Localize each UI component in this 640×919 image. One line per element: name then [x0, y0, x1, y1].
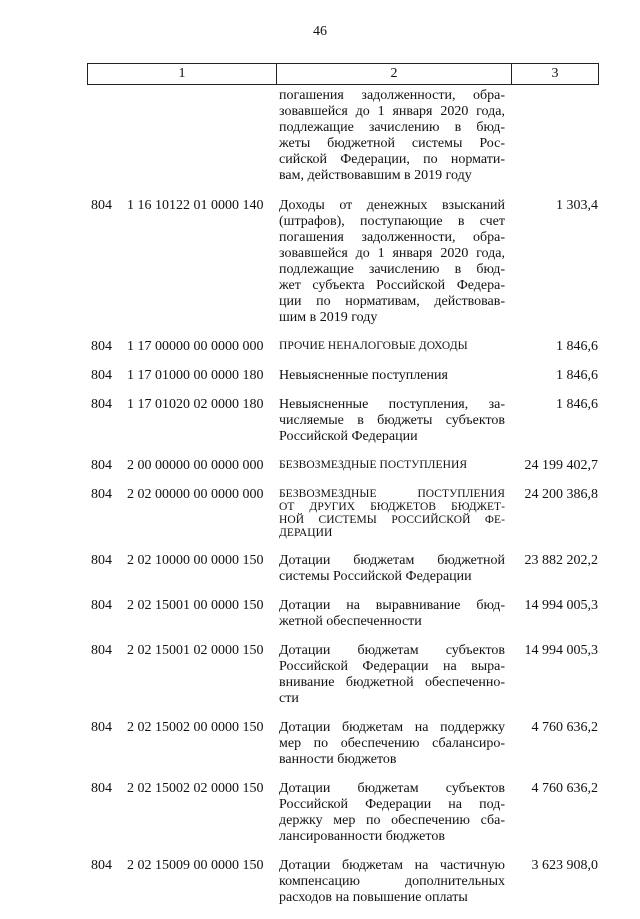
- budget-classification-code: 2 02 15002 00 0000 150: [127, 720, 264, 735]
- table-row: [87, 487, 599, 540]
- description-line: Дотации бюджетам субъектов: [279, 643, 505, 658]
- description-line: шим в 2019 году: [279, 310, 378, 325]
- amount-value: 23 882 202,2: [524, 553, 598, 568]
- table-row: [87, 198, 599, 326]
- admin-code: 804: [91, 598, 112, 613]
- description-line: БЕЗВОЗМЕЗДНЫЕ ПОСТУПЛЕНИЯ: [279, 459, 468, 471]
- description-line: Дотации бюджетам на частичную: [279, 858, 505, 873]
- admin-code: 804: [91, 487, 112, 502]
- admin-code: 804: [91, 339, 112, 354]
- description-line: подлежащие зачислению в бюд-: [279, 120, 505, 135]
- description-line: жетной обеспеченности: [279, 614, 422, 629]
- amount-value: 24 199 402,7: [524, 458, 598, 473]
- description-line: вам, действовавшим в 2019 году: [279, 168, 472, 183]
- description-line: Российской Федерации: [279, 429, 418, 444]
- amount-value: 24 200 386,8: [524, 487, 598, 502]
- description-line: держку мер по обеспечению сба-: [279, 813, 505, 828]
- description-line: жет субъекта Российской Федера-: [279, 278, 505, 293]
- admin-code: 804: [91, 368, 112, 383]
- description-line: ДЕРАЦИИ: [279, 527, 333, 539]
- admin-code: 804: [91, 553, 112, 568]
- description-line: ПРОЧИЕ НЕНАЛОГОВЫЕ ДОХОДЫ: [279, 340, 468, 352]
- description-line: Доходы от денежных взысканий: [279, 198, 505, 213]
- description-line: (штрафов), поступающие в счет: [279, 214, 505, 229]
- table-row: [87, 397, 599, 445]
- income-description: [279, 458, 505, 472]
- budget-classification-code: 1 17 00000 00 0000 000: [127, 339, 264, 354]
- table-row: [87, 858, 599, 906]
- description-line: Дотации бюджетам на поддержку: [279, 720, 505, 735]
- description-line: подлежащие зачислению в бюд-: [279, 262, 505, 277]
- description-line: сийской Федерации, по нормати-: [279, 152, 505, 167]
- income-description: [279, 553, 505, 585]
- description-line: Невыясненные поступления: [279, 368, 448, 383]
- income-description: [279, 397, 505, 445]
- description-line: Дотации на выравнивание бюд-: [279, 598, 505, 613]
- amount-value: 3 623 908,0: [531, 858, 598, 873]
- description-line: Российской Федерации на под-: [279, 797, 505, 812]
- budget-classification-code: 2 02 15001 00 0000 150: [127, 598, 264, 613]
- table-row: [87, 598, 599, 630]
- income-description: [279, 339, 505, 353]
- income-description: [279, 781, 505, 845]
- table-row: [87, 720, 599, 768]
- admin-code: 804: [91, 643, 112, 658]
- income-description: [279, 858, 505, 906]
- amount-value: 1 846,6: [556, 397, 598, 412]
- description-line: мер по обеспечению сбалансиро-: [279, 736, 505, 751]
- admin-code: 804: [91, 781, 112, 796]
- description-line: погашения задолженности, обра-: [279, 88, 505, 103]
- header-col-1: 1: [88, 64, 277, 84]
- amount-value: 14 994 005,3: [524, 598, 598, 613]
- amount-value: 4 760 636,2: [531, 781, 598, 796]
- budget-classification-code: 2 02 15002 02 0000 150: [127, 781, 264, 796]
- description-line: НОЙ СИСТЕМЫ РОССИЙСКОЙ ФЕ-: [279, 514, 505, 526]
- budget-classification-code: 2 02 15001 02 0000 150: [127, 643, 264, 658]
- table-row: [87, 339, 599, 355]
- description-line: компенсацию дополнительных: [279, 874, 505, 889]
- amount-value: 1 846,6: [556, 339, 598, 354]
- description-line: Дотации бюджетам бюджетной: [279, 553, 505, 568]
- budget-classification-code: 1 16 10122 01 0000 140: [127, 198, 264, 213]
- description-line: Невыясненные поступления, за-: [279, 397, 505, 412]
- admin-code: 804: [91, 858, 112, 873]
- budget-classification-code: 1 17 01000 00 0000 180: [127, 368, 264, 383]
- amount-value: 1 846,6: [556, 368, 598, 383]
- table-header: [87, 63, 599, 85]
- table-row: [87, 458, 599, 474]
- table-row: [87, 643, 599, 707]
- header-col-3: 3: [551, 66, 559, 81]
- header-col-2: 2: [277, 64, 512, 84]
- admin-code: 804: [91, 198, 112, 213]
- table-row: [87, 553, 599, 585]
- description-line: ванности бюджетов: [279, 752, 397, 767]
- income-description: [279, 368, 505, 384]
- description-line: погашения задолженности, обра-: [279, 230, 505, 245]
- description-line: расходов на повышение оплаты: [279, 890, 468, 905]
- admin-code: 804: [91, 720, 112, 735]
- table-body: [87, 88, 599, 919]
- budget-classification-code: 2 02 00000 00 0000 000: [127, 487, 264, 502]
- amount-value: 1 303,4: [556, 198, 598, 213]
- description-line: системы Российской Федерации: [279, 569, 472, 584]
- amount-value: 14 994 005,3: [524, 643, 598, 658]
- budget-classification-code: 2 02 10000 00 0000 150: [127, 553, 264, 568]
- admin-code: 804: [91, 397, 112, 412]
- page-number: 46: [313, 24, 327, 39]
- amount-value: 4 760 636,2: [531, 720, 598, 735]
- description-line: Российской Федерации на выра-: [279, 659, 505, 674]
- budget-classification-code: 2 02 15009 00 0000 150: [127, 858, 264, 873]
- income-description: [279, 720, 505, 768]
- description-line: зовавшейся до 1 января 2020 года,: [279, 104, 505, 119]
- description-line: числяемые в бюджеты субъектов: [279, 413, 505, 428]
- budget-classification-code: 2 00 00000 00 0000 000: [127, 458, 264, 473]
- income-description: [279, 88, 505, 184]
- table-row: [87, 88, 599, 184]
- admin-code: 804: [91, 458, 112, 473]
- income-description: [279, 598, 505, 630]
- description-line: сти: [279, 691, 299, 706]
- description-line: БЕЗВОЗМЕЗДНЫЕ ПОСТУПЛЕНИЯ: [279, 488, 505, 500]
- income-description: [279, 643, 505, 707]
- description-line: ции по нормативам, действовав-: [279, 294, 505, 309]
- table-row: [87, 781, 599, 845]
- description-line: ОТ ДРУГИХ БЮДЖЕТОВ БЮДЖЕТ-: [279, 501, 505, 513]
- income-description: [279, 487, 505, 540]
- description-line: жеты бюджетной системы Рос-: [279, 136, 505, 151]
- description-line: зовавшейся до 1 января 2020 года,: [279, 246, 505, 261]
- description-line: внивание бюджетной обеспеченно-: [279, 675, 505, 690]
- description-line: лансированности бюджетов: [279, 829, 445, 844]
- budget-classification-code: 1 17 01020 02 0000 180: [127, 397, 264, 412]
- table-row: [87, 368, 599, 384]
- income-description: [279, 198, 505, 326]
- description-line: Дотации бюджетам субъектов: [279, 781, 505, 796]
